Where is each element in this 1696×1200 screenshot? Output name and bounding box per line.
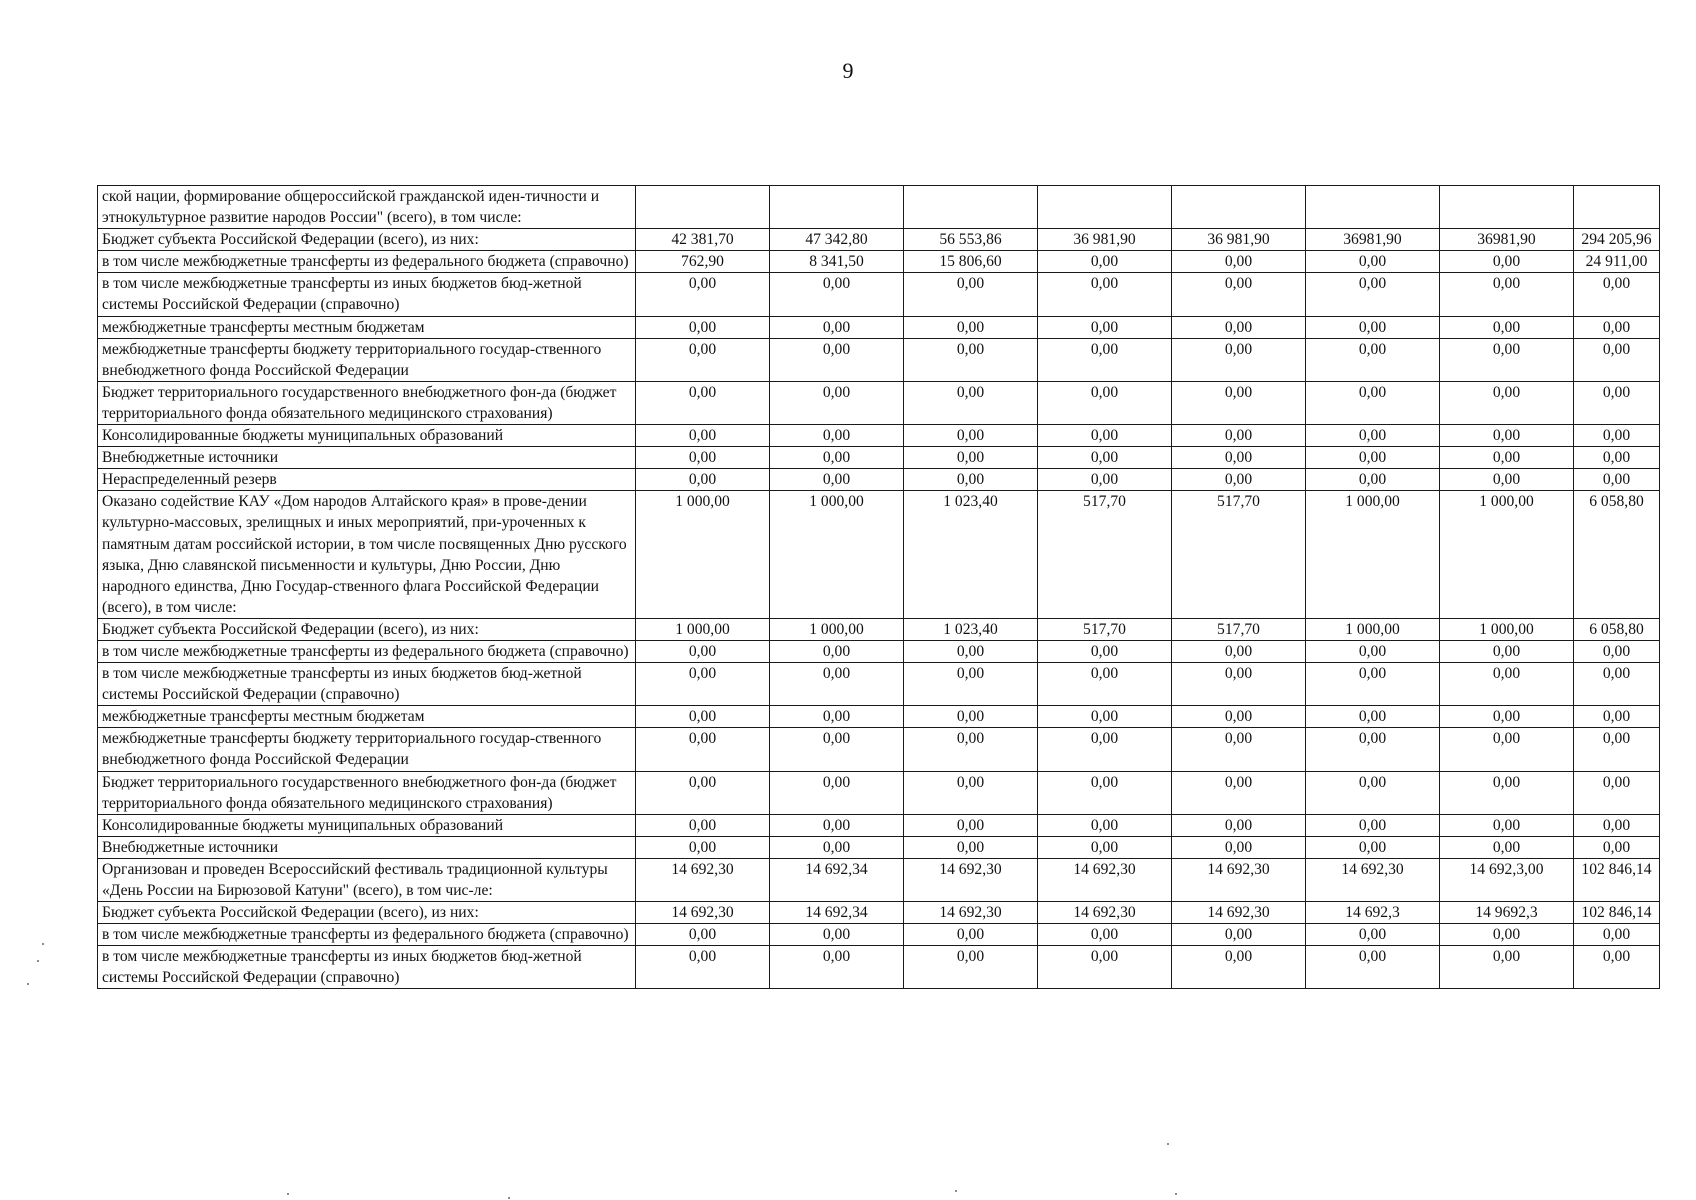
table-row	[98, 618, 1660, 640]
value-cell: 8 341,50	[770, 251, 904, 273]
value-cell: 0,00	[1038, 316, 1172, 338]
row-label: Бюджет субъекта Российской Федерации (всего), из них:	[98, 618, 636, 640]
value-cell: 0,00	[904, 706, 1038, 728]
value-cell	[1172, 186, 1306, 229]
value-cell: 0,00	[1574, 447, 1660, 469]
page-number: 9	[842, 58, 854, 83]
value-cell	[1574, 186, 1660, 229]
table-row	[98, 902, 1660, 924]
value-cell	[1306, 186, 1440, 229]
scan-speck	[1167, 1143, 1169, 1145]
row-label: межбюджетные трансферты бюджету территориального государ-ственного внебюджетного фонда Российской Федерации	[98, 338, 636, 381]
value-cell: 0,00	[904, 338, 1038, 381]
value-cell: 0,00	[1574, 469, 1660, 491]
value-cell: 0,00	[636, 924, 770, 946]
value-cell: 0,00	[636, 469, 770, 491]
value-cell	[770, 186, 904, 229]
value-cell: 0,00	[770, 728, 904, 771]
row-label: в том числе межбюджетные трансферты из федерального бюджета (справочно)	[98, 251, 636, 273]
value-cell: 0,00	[1038, 251, 1172, 273]
value-cell: 0,00	[1574, 706, 1660, 728]
value-cell: 0,00	[770, 836, 904, 858]
value-cell: 0,00	[1574, 425, 1660, 447]
scan-speck	[27, 983, 29, 985]
value-cell: 0,00	[770, 706, 904, 728]
row-label: Нераспределенный резерв	[98, 469, 636, 491]
value-cell: 0,00	[1440, 836, 1574, 858]
value-cell: 47 342,80	[770, 229, 904, 251]
value-cell: 0,00	[1172, 316, 1306, 338]
value-cell: 0,00	[1172, 836, 1306, 858]
table-row	[98, 663, 1660, 706]
value-cell: 0,00	[1574, 381, 1660, 424]
value-cell: 1 000,00	[770, 491, 904, 619]
value-cell: 0,00	[1574, 836, 1660, 858]
value-cell: 0,00	[1440, 381, 1574, 424]
value-cell: 0,00	[1172, 663, 1306, 706]
value-cell	[1440, 186, 1574, 229]
value-cell: 0,00	[1440, 946, 1574, 989]
value-cell: 1 000,00	[1306, 618, 1440, 640]
value-cell: 0,00	[904, 381, 1038, 424]
value-cell: 0,00	[1306, 814, 1440, 836]
value-cell: 0,00	[904, 728, 1038, 771]
value-cell: 0,00	[1172, 640, 1306, 662]
row-label: Бюджет субъекта Российской Федерации (всего), из них:	[98, 902, 636, 924]
value-cell: 36 981,90	[1172, 229, 1306, 251]
value-cell: 14 692,30	[1172, 902, 1306, 924]
table-row	[98, 273, 1660, 316]
value-cell: 0,00	[1440, 469, 1574, 491]
value-cell: 0,00	[1172, 338, 1306, 381]
row-label: в том числе межбюджетные трансферты из иных бюджетов бюд-жетной системы Российской Федерации (справочно)	[98, 273, 636, 316]
value-cell: 0,00	[1172, 469, 1306, 491]
value-cell: 0,00	[636, 425, 770, 447]
row-label: Консолидированные бюджеты муниципальных образований	[98, 425, 636, 447]
row-label: Организован и проведен Всероссийский фестиваль традиционной культуры «День России на Бирюзовой Катуни" (всего), в том чис-ле:	[98, 858, 636, 901]
value-cell: 0,00	[1038, 640, 1172, 662]
value-cell: 0,00	[1172, 447, 1306, 469]
value-cell: 0,00	[1038, 447, 1172, 469]
value-cell: 0,00	[1574, 771, 1660, 814]
value-cell: 0,00	[1440, 338, 1574, 381]
value-cell: 14 692,30	[904, 902, 1038, 924]
value-cell: 14 692,3	[1306, 902, 1440, 924]
value-cell: 0,00	[1038, 946, 1172, 989]
value-cell: 0,00	[1038, 425, 1172, 447]
table-row	[98, 814, 1660, 836]
table-row	[98, 381, 1660, 424]
value-cell: 0,00	[636, 273, 770, 316]
table-row	[98, 338, 1660, 381]
scan-speck	[508, 1197, 510, 1199]
value-cell: 0,00	[1306, 273, 1440, 316]
value-cell: 0,00	[1172, 728, 1306, 771]
value-cell: 36 981,90	[1038, 229, 1172, 251]
value-cell: 0,00	[636, 663, 770, 706]
value-cell: 0,00	[1306, 771, 1440, 814]
value-cell: 14 692,3,00	[1440, 858, 1574, 901]
value-cell: 0,00	[1038, 924, 1172, 946]
value-cell: 0,00	[904, 814, 1038, 836]
value-cell: 1 000,00	[1440, 618, 1574, 640]
table-row	[98, 229, 1660, 251]
value-cell: 36981,90	[1306, 229, 1440, 251]
value-cell: 0,00	[1440, 771, 1574, 814]
value-cell: 0,00	[770, 447, 904, 469]
value-cell: 0,00	[1172, 706, 1306, 728]
value-cell: 1 000,00	[636, 618, 770, 640]
scan-speck	[287, 1193, 289, 1195]
value-cell: 0,00	[1172, 814, 1306, 836]
table-row	[98, 858, 1660, 901]
table-row	[98, 316, 1660, 338]
value-cell: 0,00	[1306, 706, 1440, 728]
value-cell: 0,00	[1038, 663, 1172, 706]
value-cell: 0,00	[1038, 469, 1172, 491]
value-cell	[1038, 186, 1172, 229]
value-cell: 0,00	[1574, 728, 1660, 771]
value-cell: 36981,90	[1440, 229, 1574, 251]
value-cell: 102 846,14	[1574, 858, 1660, 901]
table-row	[98, 728, 1660, 771]
value-cell: 0,00	[770, 273, 904, 316]
value-cell	[904, 186, 1038, 229]
value-cell: 0,00	[1440, 663, 1574, 706]
value-cell: 24 911,00	[1574, 251, 1660, 273]
value-cell: 0,00	[1306, 836, 1440, 858]
value-cell: 102 846,14	[1574, 902, 1660, 924]
value-cell: 14 692,30	[1038, 858, 1172, 901]
value-cell: 0,00	[1306, 469, 1440, 491]
row-label: межбюджетные трансферты бюджету территориального государ-ственного внебюджетного фонда Российской Федерации	[98, 728, 636, 771]
value-cell	[636, 186, 770, 229]
scan-speck	[955, 1190, 957, 1192]
value-cell: 0,00	[1574, 640, 1660, 662]
value-cell: 0,00	[904, 836, 1038, 858]
row-label: Внебюджетные источники	[98, 447, 636, 469]
row-label: ской нации, формирование общероссийской гражданской иден-тичности и этнокультурное развитие народов России" (всего), в том числе:	[98, 186, 636, 229]
value-cell: 42 381,70	[636, 229, 770, 251]
value-cell: 0,00	[770, 640, 904, 662]
value-cell: 0,00	[904, 640, 1038, 662]
value-cell: 0,00	[1306, 924, 1440, 946]
row-label: Бюджет субъекта Российской Федерации (всего), из них:	[98, 229, 636, 251]
value-cell: 0,00	[770, 338, 904, 381]
row-label: Бюджет территориального государственного внебюджетного фон-да (бюджет территориального фонда обязательного медицинского страхования)	[98, 381, 636, 424]
value-cell: 14 692,30	[904, 858, 1038, 901]
value-cell: 14 692,30	[636, 858, 770, 901]
value-cell: 14 692,30	[636, 902, 770, 924]
value-cell: 0,00	[1306, 946, 1440, 989]
value-cell: 0,00	[1172, 924, 1306, 946]
value-cell: 56 553,86	[904, 229, 1038, 251]
table-row	[98, 924, 1660, 946]
value-cell: 0,00	[1172, 771, 1306, 814]
row-label: межбюджетные трансферты местным бюджетам	[98, 316, 636, 338]
value-cell: 0,00	[636, 771, 770, 814]
value-cell: 1 000,00	[770, 618, 904, 640]
value-cell: 0,00	[1306, 338, 1440, 381]
value-cell: 0,00	[770, 946, 904, 989]
row-label: Внебюджетные источники	[98, 836, 636, 858]
value-cell: 0,00	[1306, 663, 1440, 706]
value-cell: 1 000,00	[1306, 491, 1440, 619]
value-cell: 0,00	[1440, 273, 1574, 316]
value-cell: 0,00	[904, 469, 1038, 491]
value-cell: 6 058,80	[1574, 618, 1660, 640]
value-cell: 0,00	[770, 469, 904, 491]
value-cell: 0,00	[1172, 381, 1306, 424]
value-cell: 0,00	[1306, 425, 1440, 447]
value-cell: 0,00	[636, 316, 770, 338]
value-cell: 762,90	[636, 251, 770, 273]
value-cell: 0,00	[1306, 251, 1440, 273]
value-cell: 0,00	[1574, 273, 1660, 316]
value-cell: 0,00	[904, 771, 1038, 814]
value-cell: 0,00	[636, 381, 770, 424]
table-row	[98, 186, 1660, 229]
value-cell: 0,00	[904, 273, 1038, 316]
value-cell: 517,70	[1038, 491, 1172, 619]
value-cell: 14 692,34	[770, 902, 904, 924]
value-cell: 0,00	[770, 316, 904, 338]
value-cell: 0,00	[1038, 728, 1172, 771]
value-cell: 14 692,30	[1038, 902, 1172, 924]
value-cell: 0,00	[904, 946, 1038, 989]
value-cell: 0,00	[1574, 338, 1660, 381]
value-cell: 0,00	[636, 338, 770, 381]
table-row	[98, 251, 1660, 273]
value-cell: 0,00	[1038, 706, 1172, 728]
value-cell: 0,00	[1574, 814, 1660, 836]
value-cell: 0,00	[1574, 946, 1660, 989]
value-cell: 0,00	[636, 640, 770, 662]
value-cell: 0,00	[636, 706, 770, 728]
value-cell: 0,00	[770, 663, 904, 706]
value-cell: 0,00	[904, 316, 1038, 338]
value-cell: 0,00	[1574, 316, 1660, 338]
value-cell: 0,00	[1172, 251, 1306, 273]
row-label: Бюджет территориального государственного внебюджетного фон-да (бюджет территориального фонда обязательного медицинского страхования)	[98, 771, 636, 814]
table-body	[98, 186, 1660, 989]
value-cell: 0,00	[636, 946, 770, 989]
value-cell: 0,00	[904, 663, 1038, 706]
value-cell: 0,00	[636, 728, 770, 771]
value-cell: 0,00	[770, 425, 904, 447]
value-cell: 0,00	[904, 425, 1038, 447]
row-label: Консолидированные бюджеты муниципальных образований	[98, 814, 636, 836]
row-label: межбюджетные трансферты местным бюджетам	[98, 706, 636, 728]
value-cell: 0,00	[1038, 273, 1172, 316]
value-cell: 294 205,96	[1574, 229, 1660, 251]
row-label: в том числе межбюджетные трансферты из иных бюджетов бюд-жетной системы Российской Федерации (справочно)	[98, 663, 636, 706]
row-label: в том числе межбюджетные трансферты из федерального бюджета (справочно)	[98, 640, 636, 662]
value-cell: 15 806,60	[904, 251, 1038, 273]
table-row	[98, 836, 1660, 858]
budget-table	[97, 185, 1660, 989]
scan-speck	[37, 960, 39, 962]
value-cell: 0,00	[1038, 836, 1172, 858]
value-cell: 517,70	[1038, 618, 1172, 640]
value-cell: 0,00	[1172, 273, 1306, 316]
value-cell: 0,00	[1306, 728, 1440, 771]
value-cell: 0,00	[1172, 425, 1306, 447]
value-cell: 0,00	[1574, 924, 1660, 946]
value-cell: 0,00	[1440, 316, 1574, 338]
value-cell: 0,00	[636, 814, 770, 836]
table-row	[98, 447, 1660, 469]
value-cell: 0,00	[770, 771, 904, 814]
value-cell: 0,00	[1574, 663, 1660, 706]
value-cell: 0,00	[1038, 814, 1172, 836]
value-cell: 14 692,30	[1306, 858, 1440, 901]
value-cell: 0,00	[1440, 924, 1574, 946]
table-row	[98, 425, 1660, 447]
table-row	[98, 706, 1660, 728]
table-row	[98, 946, 1660, 989]
value-cell: 0,00	[1172, 946, 1306, 989]
value-cell: 0,00	[770, 814, 904, 836]
value-cell: 0,00	[1440, 447, 1574, 469]
value-cell: 0,00	[1440, 425, 1574, 447]
value-cell: 1 023,40	[904, 618, 1038, 640]
value-cell: 0,00	[1440, 640, 1574, 662]
row-label: Оказано содействие КАУ «Дом народов Алтайского края» в прове-дении культурно-массовых, зрелищных и иных мероприятий, при-уроченных к памятным датам российской истории, в том числе посвященных Дню русского языка, Дню славянской письменности и культуры, Дню России, Дню народного единства, Дню Государ-ственного флага Российской Федерации (всего), в том числе:	[98, 491, 636, 619]
value-cell: 14 692,34	[770, 858, 904, 901]
table-row	[98, 469, 1660, 491]
value-cell: 0,00	[1440, 814, 1574, 836]
value-cell: 0,00	[1306, 447, 1440, 469]
scan-speck	[42, 943, 44, 945]
scan-speck	[1175, 1193, 1177, 1195]
value-cell: 517,70	[1172, 618, 1306, 640]
value-cell: 0,00	[1038, 338, 1172, 381]
value-cell: 1 000,00	[636, 491, 770, 619]
value-cell: 0,00	[770, 381, 904, 424]
value-cell: 1 000,00	[1440, 491, 1574, 619]
value-cell: 0,00	[636, 447, 770, 469]
value-cell: 0,00	[904, 924, 1038, 946]
value-cell: 0,00	[1038, 381, 1172, 424]
value-cell: 14 9692,3	[1440, 902, 1574, 924]
value-cell: 0,00	[1306, 640, 1440, 662]
row-label: в том числе межбюджетные трансферты из иных бюджетов бюд-жетной системы Российской Федерации (справочно)	[98, 946, 636, 989]
value-cell: 0,00	[1306, 381, 1440, 424]
value-cell: 0,00	[1306, 316, 1440, 338]
table-row	[98, 491, 1660, 619]
value-cell: 0,00	[1440, 706, 1574, 728]
value-cell: 0,00	[1440, 251, 1574, 273]
table-row	[98, 771, 1660, 814]
value-cell: 0,00	[636, 836, 770, 858]
value-cell: 517,70	[1172, 491, 1306, 619]
value-cell: 0,00	[1440, 728, 1574, 771]
value-cell: 0,00	[770, 924, 904, 946]
value-cell: 1 023,40	[904, 491, 1038, 619]
value-cell: 14 692,30	[1172, 858, 1306, 901]
value-cell: 0,00	[1038, 771, 1172, 814]
row-label: в том числе межбюджетные трансферты из федерального бюджета (справочно)	[98, 924, 636, 946]
table-row	[98, 640, 1660, 662]
value-cell: 6 058,80	[1574, 491, 1660, 619]
value-cell: 0,00	[904, 447, 1038, 469]
